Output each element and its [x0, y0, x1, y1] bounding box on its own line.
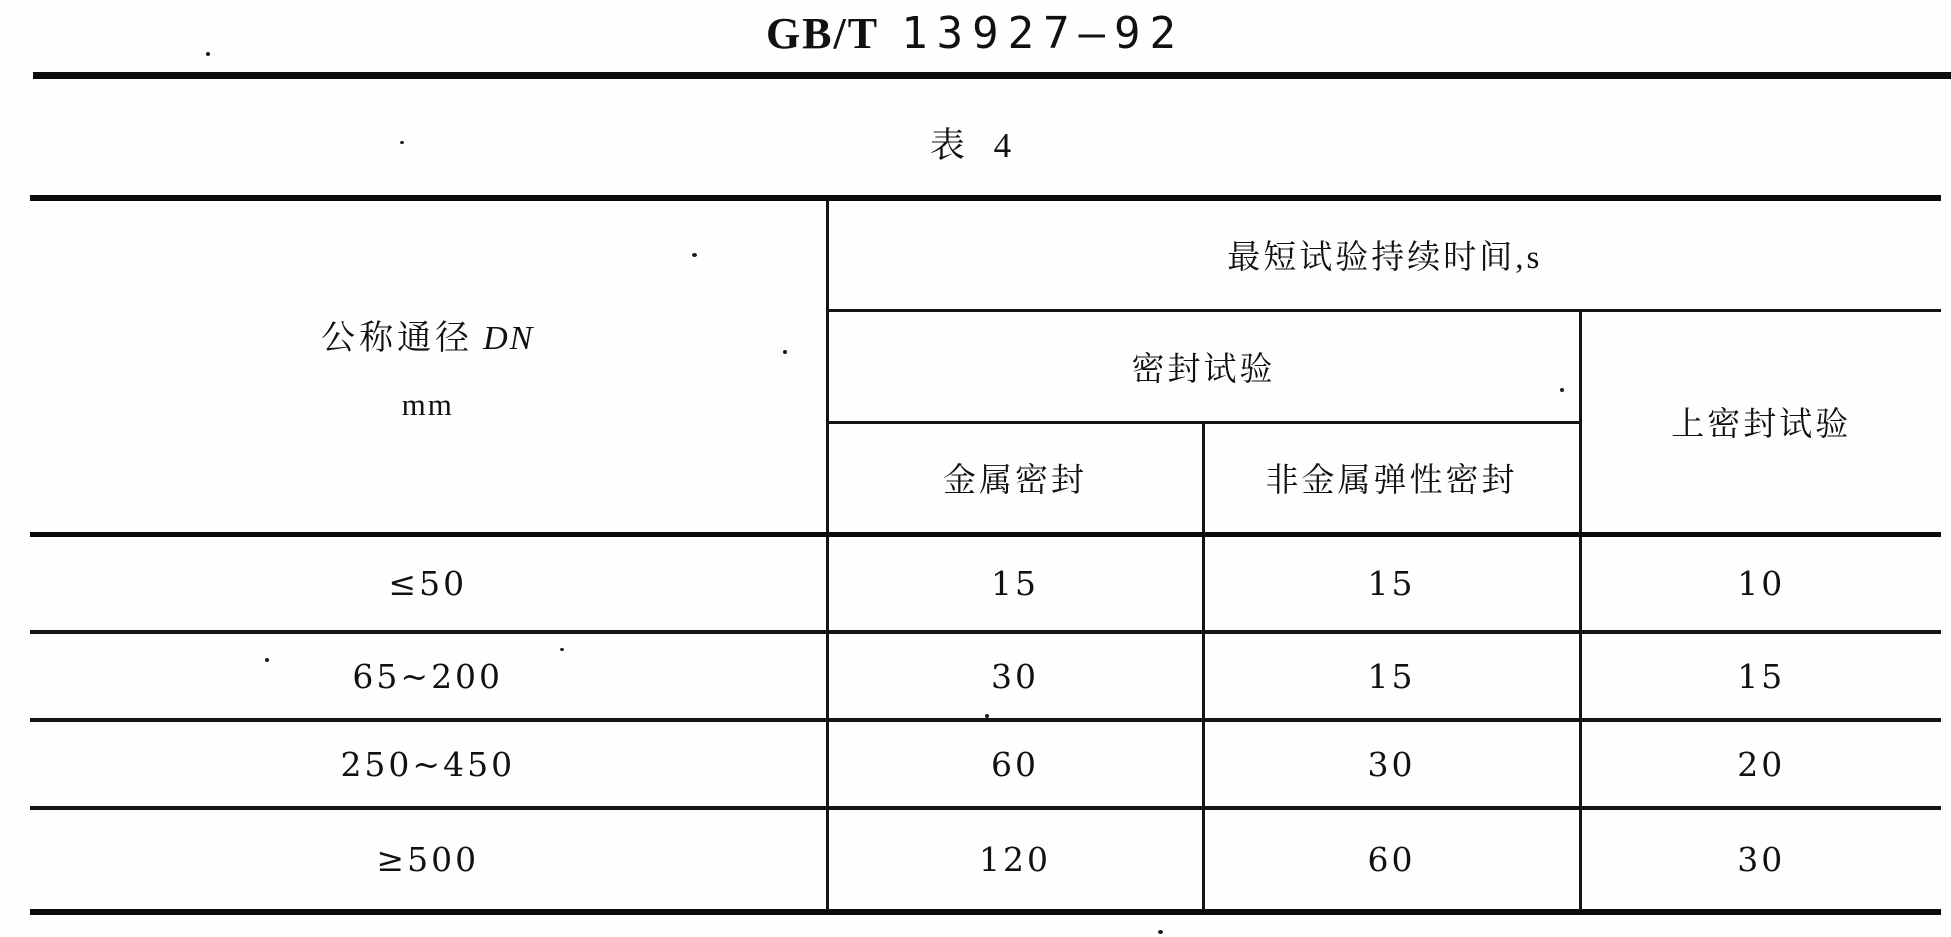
- metal-seal-value: 30: [827, 632, 1203, 720]
- scan-speck: [206, 52, 210, 56]
- doc-code-number: 13927—92: [901, 8, 1186, 59]
- scan-speck: [985, 714, 989, 718]
- dn-symbol: DN: [483, 319, 535, 357]
- doc-code-prefix: GB/T: [765, 9, 880, 58]
- dn-range-cell: 65~200: [30, 632, 827, 720]
- table-row: [30, 808, 1941, 912]
- column-header-nonmetal-seal: 非金属弹性密封: [1203, 422, 1580, 534]
- dn-range-cell: ≥500: [376, 840, 480, 879]
- table-row: [30, 632, 1941, 720]
- dn-range-cell: 250~450: [30, 720, 827, 808]
- column-header-duration: 最短试验持续时间,s: [827, 198, 1941, 310]
- backseat-value: 30: [1580, 808, 1941, 912]
- header-rule: [33, 72, 1951, 79]
- doc-code: [0, 8, 1951, 59]
- nonmetal-seal-value: 15: [1203, 632, 1580, 720]
- nominal-diameter-label: [30, 310, 826, 359]
- scan-speck: [1560, 388, 1564, 392]
- backseat-value: 10: [1580, 534, 1941, 632]
- backseat-value: 15: [1580, 632, 1941, 720]
- column-header-nominal-diameter: [30, 198, 827, 534]
- scan-speck: [265, 658, 269, 662]
- metal-seal-value: 120: [827, 808, 1203, 912]
- metal-seal-value: 60: [827, 720, 1203, 808]
- nonmetal-seal-value: 30: [1203, 720, 1580, 808]
- scan-speck: [783, 350, 787, 354]
- nonmetal-seal-value: 15: [1203, 534, 1580, 632]
- metal-seal-value: 15: [827, 534, 1203, 632]
- column-header-seal-test: 密封试验: [827, 310, 1580, 422]
- backseat-value: 20: [1580, 720, 1941, 808]
- table-row: [30, 720, 1941, 808]
- dn-range-cell: ≤50: [30, 534, 827, 632]
- dn-label-text: 公称通径: [321, 319, 474, 357]
- column-header-metal-seal: 金属密封: [827, 422, 1203, 534]
- scan-speck: [400, 141, 404, 144]
- dn-unit-label: mm: [401, 386, 454, 422]
- scan-speck: [560, 648, 564, 651]
- scan-speck: [1158, 930, 1163, 934]
- table-row: [30, 534, 1941, 632]
- nonmetal-seal-value: 60: [1203, 808, 1580, 912]
- column-header-backseat-test: 上密封试验: [1580, 310, 1941, 534]
- test-duration-table: [30, 195, 1941, 915]
- scan-speck: [692, 253, 697, 257]
- table-caption: 表 4: [929, 126, 1022, 165]
